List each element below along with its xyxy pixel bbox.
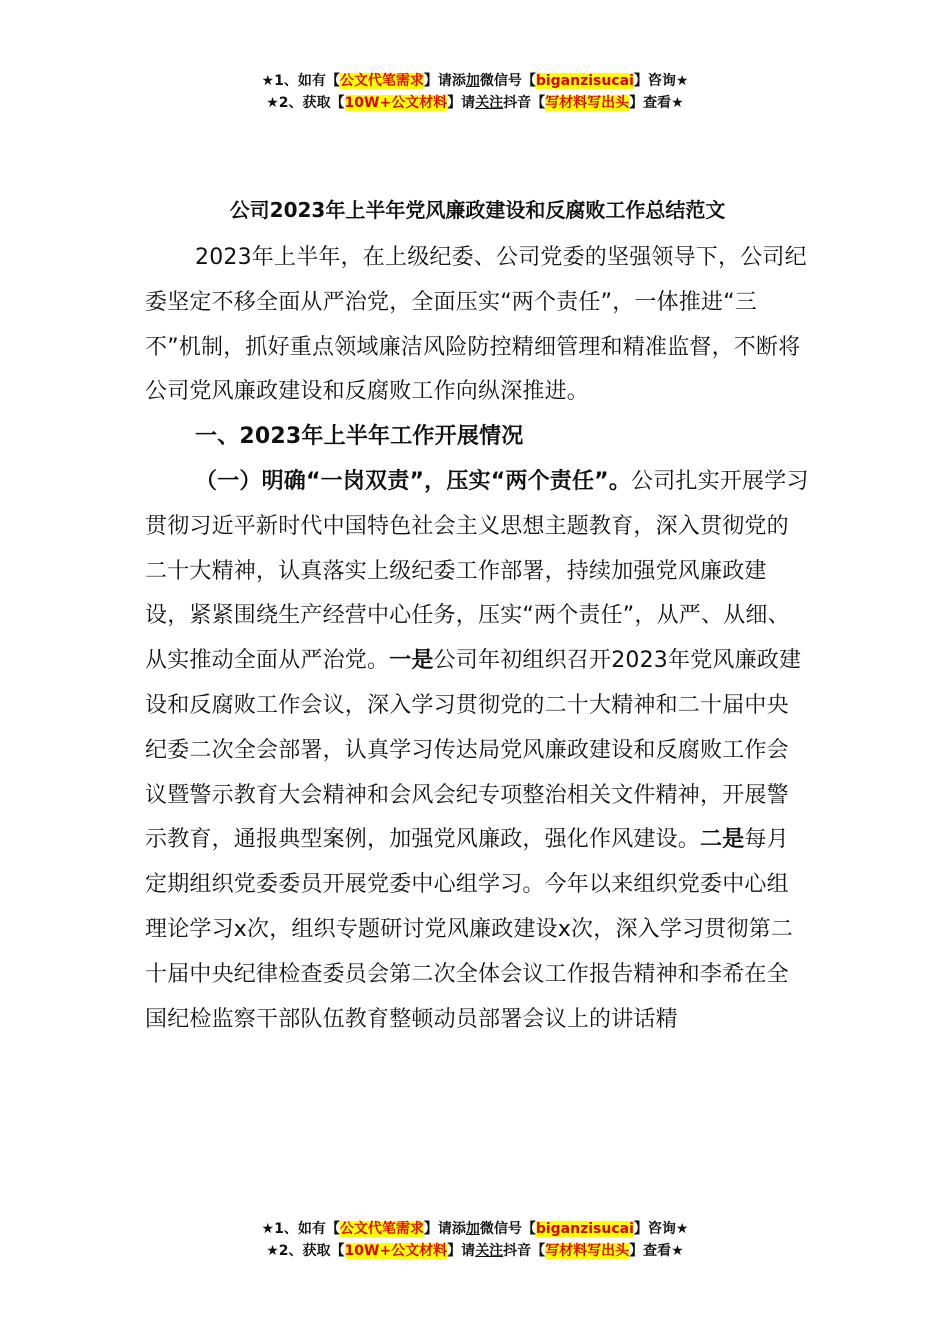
enumeration-lead: 二是 <box>700 827 745 853</box>
banner-line-2 <box>0 92 950 114</box>
subsection-heading: （一）明确“一岗双责”，压实“两个责任”。 <box>195 468 632 494</box>
banner-text: 】请 <box>447 1243 476 1259</box>
banner-text: 】咨询★ <box>633 1221 689 1237</box>
banner-text: 加 <box>465 1221 480 1237</box>
banner-text: 】查看★ <box>629 1243 684 1259</box>
banner-text: 】请 <box>447 95 476 111</box>
document-body <box>145 190 810 1042</box>
banner-text: 关注 <box>475 1243 504 1259</box>
banner-text: ★1、如有【 <box>261 73 340 89</box>
banner-text: 】请添 <box>423 73 466 89</box>
banner-text: ★2、获取【 <box>266 95 345 111</box>
banner-text: 抖音【 <box>503 95 546 111</box>
banner-line-1 <box>0 70 950 92</box>
banner-line-1 <box>0 1218 950 1240</box>
paragraph-text: 公司扎实开展学习贯彻习近平新时代中国特色社会主义思想主题教育，深入贯彻党的二十大精神，认真落实上级纪委工作部署，持续加强党风廉政建设，紧紧围绕生产经营中心任务，压实“两个责任”，从严、从细、从实推动全面从严治党。 <box>145 468 809 674</box>
banner-text: ★2、获取【 <box>266 1243 345 1259</box>
banner-text: 】咨询★ <box>633 73 689 89</box>
banner-text: 微信号【 <box>479 1221 536 1237</box>
banner-text: 微信号【 <box>479 73 536 89</box>
banner-text: 加 <box>465 73 480 89</box>
highlight-service: 公文代笔需求 <box>339 1221 424 1237</box>
header-banner <box>0 70 950 114</box>
highlight-materials: 10W+公文材料 <box>344 95 448 111</box>
highlight-wechat-id: biganzisucai <box>535 73 634 89</box>
highlight-douyin-account: 写材料写出头 <box>545 1243 630 1259</box>
banner-text: ★1、如有【 <box>261 1221 340 1237</box>
document-title: 公司2023年上半年党风廉政建设和反腐败工作总结范文 <box>229 198 726 222</box>
footer-banner <box>0 1218 950 1262</box>
highlight-douyin-account: 写材料写出头 <box>545 95 630 111</box>
enumeration-lead: 一是 <box>389 648 434 674</box>
highlight-wechat-id: biganzisucai <box>535 1221 634 1237</box>
section-heading: 一、2023年上半年工作开展情况 <box>195 424 524 450</box>
banner-text: 关注 <box>475 95 504 111</box>
banner-line-2 <box>0 1240 950 1262</box>
banner-text: 】查看★ <box>629 95 684 111</box>
subsection-paragraph <box>145 460 810 1042</box>
banner-text: 】请添 <box>423 1221 466 1237</box>
highlight-materials: 10W+公文材料 <box>344 1243 448 1259</box>
highlight-service: 公文代笔需求 <box>339 73 424 89</box>
paragraph-text: 公司年初组织召开2023年党风廉政建设和反腐败工作会议，深入学习贯彻党的二十大精神和二十届中央纪委二次全会部署，认真学习传达局党风廉政建设和反腐败工作会议暨警示教育大会精神和会风会纪专项整治相关文件精神，开展警示教育，通报典型案例，加强党风廉政，强化作风建设。 <box>145 648 802 853</box>
paragraph-text: 每月定期组织党委委员开展党委中心组学习。今年以来组织党委中心组理论学习x次，组织专题研讨党风廉政建设x次，深入学习贯彻第二十届中央纪律检查委员会第二次全体会议工作报告精神和李希在全国纪检监察干部队伍教育整顿动员部署会议上的讲话精 <box>145 827 794 1032</box>
banner-text: 抖音【 <box>503 1243 546 1259</box>
intro-paragraph: 2023年上半年，在上级纪委、公司党委的坚强领导下，公司纪委坚定不移全面从严治党，全面压实“两个责任”，一体推进“三不”机制，抓好重点领域廉洁风险防控精细管理和精准监督，不断将公司党风廉政建设和反腐败工作向纵深推进。 <box>145 245 807 405</box>
